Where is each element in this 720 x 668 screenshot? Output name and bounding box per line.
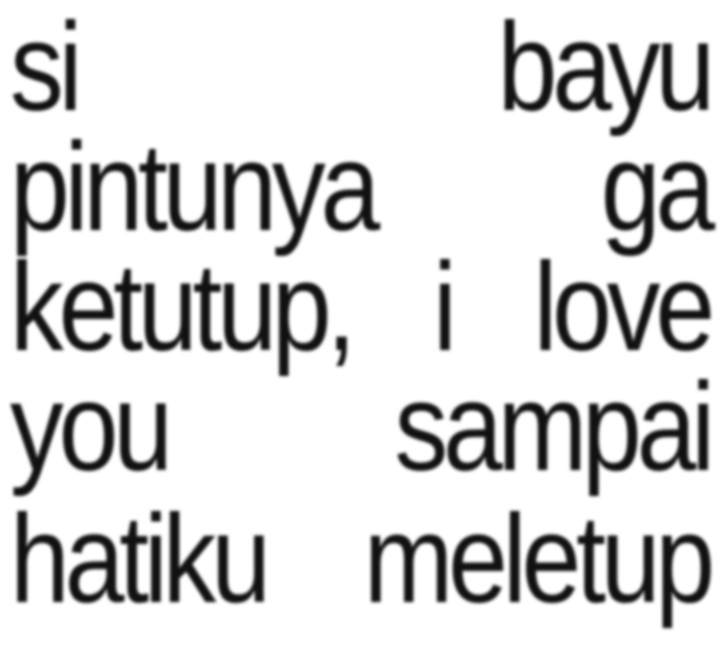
word: love	[533, 238, 711, 377]
text-line-3	[10, 238, 711, 377]
text-line-2	[10, 118, 711, 257]
word: hatiku	[10, 490, 266, 629]
meme-text-block	[10, 0, 710, 668]
text-line-5	[10, 490, 711, 629]
text-line-1	[10, 0, 711, 137]
word: pintunya	[10, 118, 376, 257]
word: bayu	[497, 0, 711, 137]
word: meletup	[363, 490, 711, 629]
word: sampai	[394, 358, 711, 497]
word: you	[10, 358, 168, 497]
word: ga	[600, 118, 711, 257]
word: si	[10, 0, 78, 137]
word: ketutup,	[10, 238, 352, 377]
word: i	[432, 238, 452, 377]
text-line-4	[10, 358, 711, 497]
